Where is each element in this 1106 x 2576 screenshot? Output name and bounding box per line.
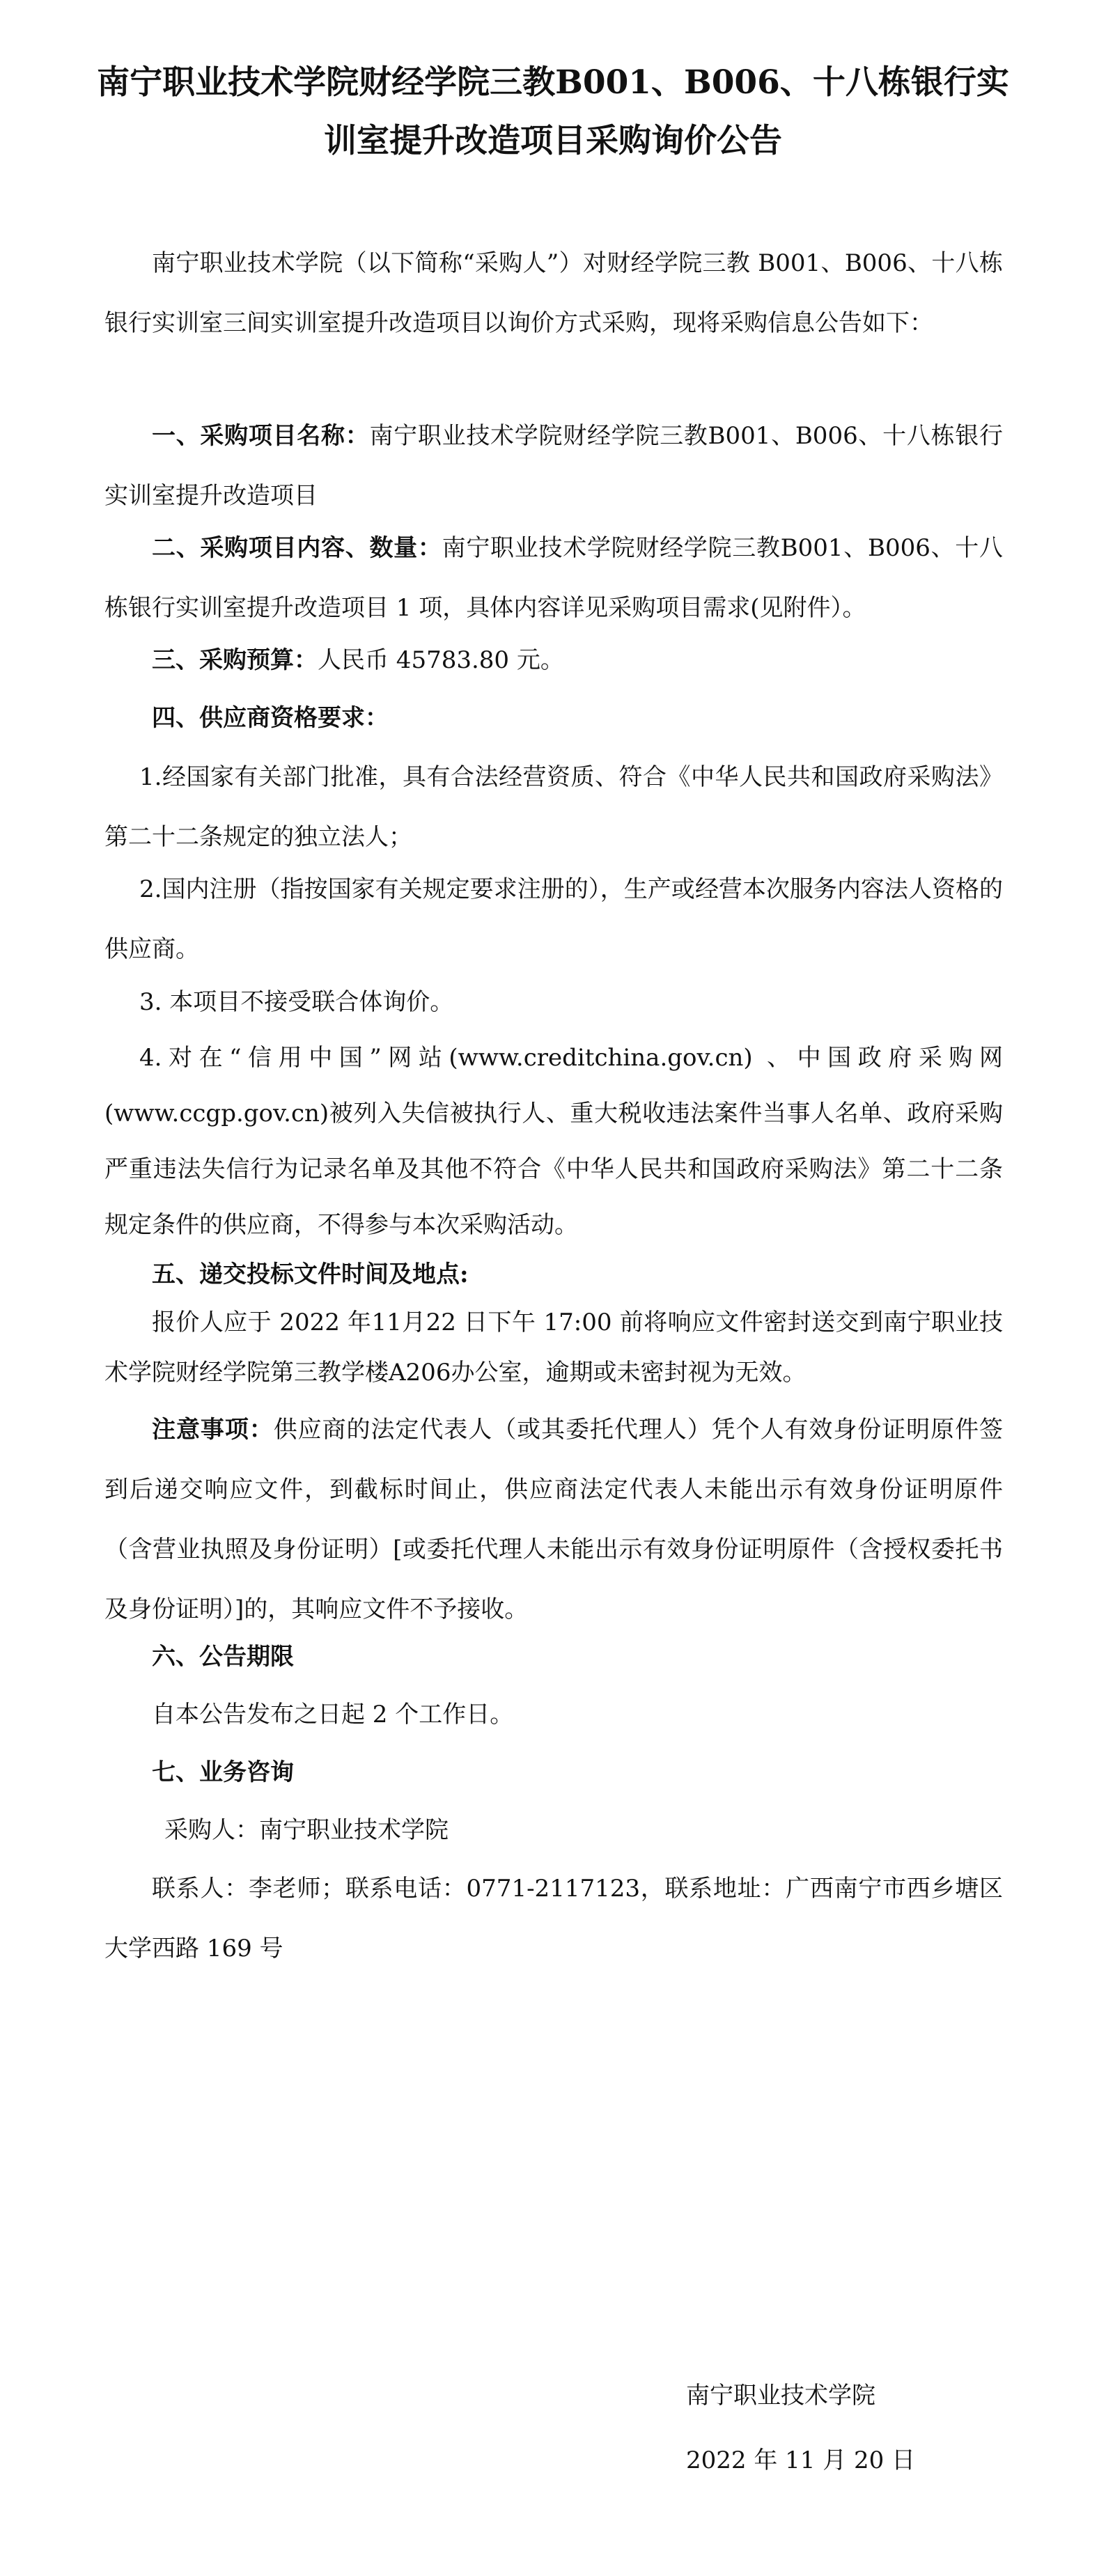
intro-paragraph: 南宁职业技术学院（以下简称“采购人”）对财经学院三教 B001、B006、十八栋银行实训室三间实训室提升改造项目以询价方式采购，现将采购信息公告如下：	[104, 249, 1003, 337]
qualification-item-4: 4.对在“信用中国”网站(www.creditchina.gov.cn) 、中国政府采购网(www.ccgp.gov.cn)被列入失信被执行人、重大税收违法案件当事人名单、政府采购严重违法失信行为记录名单及其他不符合《中华人民共和国政府采购法》第二十二条规定条件的供应商，不得参与本次采购活动。	[104, 1044, 1003, 1239]
qualification-item-3: 3. 本项目不接受联合体询价。	[139, 988, 454, 1016]
section-1-text: 南宁职业技术学院财经学院三教B001、B006、十八栋银行实训室提升改造项目	[104, 422, 1004, 510]
qualification-item-2: 2.国内注册（指按国家有关规定要求注册的），生产或经营本次服务内容法人资格的供应商。	[104, 875, 1003, 963]
signature-organization: 南宁职业技术学院	[686, 2382, 875, 2410]
signature-date: 2022 年 11 月 20 日	[686, 2446, 916, 2474]
section-3	[104, 630, 1003, 690]
section-5-text: 报价人应于 2022 年11月22 日下午 17:00 前将响应文件密封送交到南宁职业技术学院财经学院第三教学楼A206办公室，逾期或未密封视为无效。	[104, 1309, 1003, 1387]
notice-text: 供应商的法定代表人（或其委托代理人）凭个人有效身份证明原件签到后递交响应文件，到截标时间止，供应商法定代表人未能出示有效身份证明原件（含营业执照及身份证明）[或委托代理人未能出示有效身份证明原件（含授权委托书及身份证明）]的，其响应文件不予接收。	[104, 1416, 1004, 1623]
section-1-label: 一、采购项目名称：	[152, 422, 370, 450]
contact-paragraph: 联系人：李老师；联系电话：0771-2117123，联系地址：广西南宁市西乡塘区大学西路 169 号	[104, 1875, 1003, 1962]
section-6-heading: 六、公告期限	[152, 1643, 294, 1671]
section-6-text: 自本公告发布之日起 2 个工作日。	[152, 1701, 514, 1728]
buyer-line: 采购人：南宁职业技术学院	[164, 1816, 449, 1844]
notice-paragraph	[104, 1400, 1003, 1639]
section-2-label: 二、采购项目内容、数量：	[152, 534, 442, 562]
section-3-text: 人民币 45783.80 元。	[318, 646, 564, 674]
title-line-1: 南宁职业技术学院财经学院三教B001、B006、十八栋银行实	[97, 63, 1009, 102]
section-4-heading: 四、供应商资格要求：	[152, 704, 389, 732]
qualification-item-1: 1.经国家有关部门批准，具有合法经营资质、符合《中华人民共和国政府采购法》第二十二条规定的独立法人；	[104, 763, 1003, 851]
section-1	[104, 406, 1003, 526]
notice-label: 注意事项：	[152, 1416, 274, 1444]
section-2	[104, 518, 1003, 638]
section-7-heading: 七、业务咨询	[152, 1758, 294, 1786]
section-3-label: 三、采购预算：	[152, 646, 318, 674]
title-line-2: 训室提升改造项目采购询价公告	[324, 122, 782, 160]
section-2-text: 南宁职业技术学院财经学院三教B001、B006、十八栋银行实训室提升改造项目 1 项，具体内容详见采购项目需求(见附件）。	[104, 534, 1003, 622]
section-5-heading: 五、递交投标文件时间及地点:	[152, 1260, 469, 1288]
